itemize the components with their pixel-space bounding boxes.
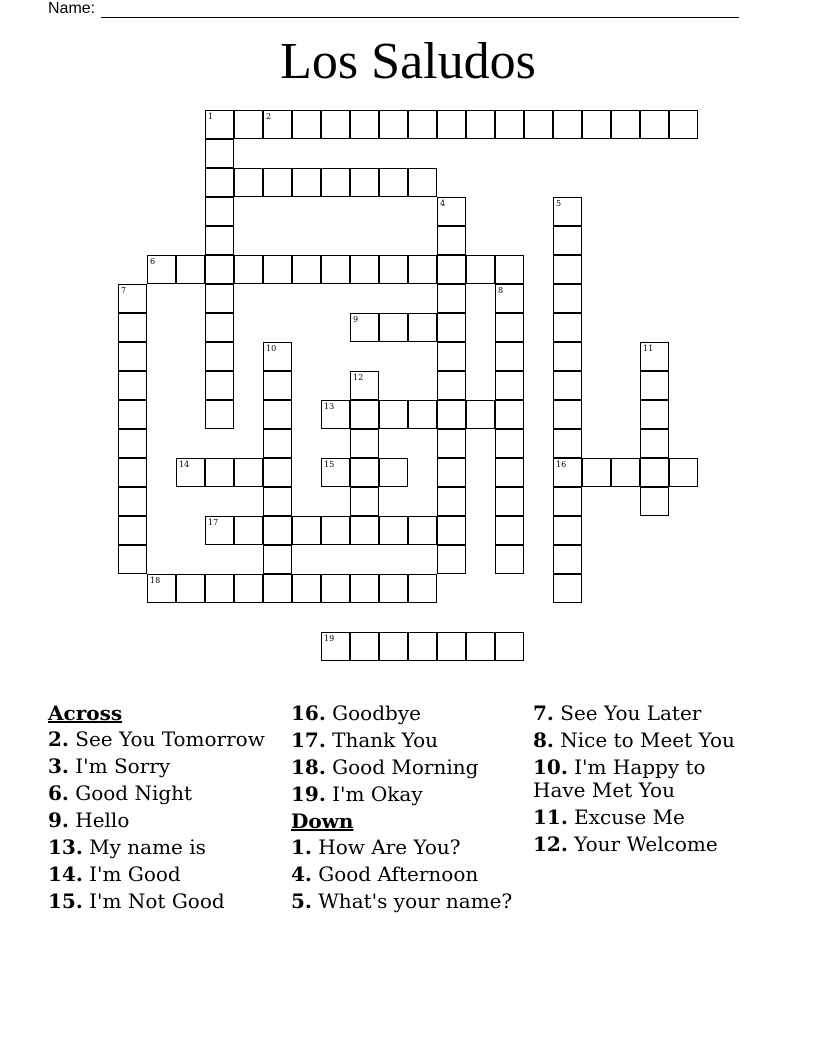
grid-cell[interactable] — [234, 516, 263, 545]
clue-number: 10 — [266, 344, 277, 353]
grid-cell[interactable] — [640, 371, 669, 400]
clue-item-number: 9. — [48, 808, 69, 832]
clue-number: 17 — [208, 518, 219, 527]
clue-item — [291, 863, 523, 886]
clue-item-text: Good Morning — [332, 755, 479, 779]
grid-cell[interactable] — [379, 110, 408, 139]
grid-cell[interactable] — [176, 255, 205, 284]
grid-cell[interactable] — [321, 400, 350, 429]
grid-cell[interactable] — [205, 516, 234, 545]
clue-item-text: I'm Sorry — [75, 754, 171, 778]
grid-cell[interactable] — [437, 429, 466, 458]
grid-cell[interactable] — [350, 313, 379, 342]
grid-cell[interactable] — [176, 574, 205, 603]
clue-item-text: Hello — [75, 808, 130, 832]
grid-cell[interactable] — [466, 110, 495, 139]
clue-item-text: My name is — [89, 835, 206, 859]
clues-column-2 — [291, 702, 523, 917]
grid-cell[interactable] — [205, 168, 234, 197]
grid-cell[interactable] — [350, 632, 379, 661]
grid-cell[interactable] — [437, 371, 466, 400]
clue-item-text: See You Tomorrow — [75, 727, 265, 751]
grid-cell[interactable] — [669, 458, 698, 487]
grid-cell[interactable] — [553, 545, 582, 574]
grid-cell[interactable] — [263, 574, 292, 603]
grid-cell[interactable] — [205, 371, 234, 400]
clue-item-number: 5. — [291, 889, 312, 913]
clue-item-number: 11. — [533, 805, 568, 829]
grid-cell[interactable] — [669, 110, 698, 139]
grid-cell[interactable] — [640, 429, 669, 458]
grid-cell[interactable] — [408, 110, 437, 139]
clue-item-text: Excuse Me — [574, 805, 685, 829]
grid-cell[interactable] — [379, 574, 408, 603]
clue-number: 15 — [324, 460, 335, 469]
clue-number: 13 — [324, 402, 335, 411]
grid-cell[interactable] — [234, 458, 263, 487]
grid-cell[interactable] — [205, 400, 234, 429]
clue-number: 16 — [556, 460, 567, 469]
clue-item-text: How Are You? — [318, 835, 461, 859]
grid-cell[interactable] — [495, 632, 524, 661]
grid-cell[interactable] — [495, 110, 524, 139]
grid-cell[interactable] — [495, 284, 524, 313]
clue-item-number: 17. — [291, 728, 326, 752]
grid-cell[interactable] — [437, 226, 466, 255]
clue-item-number: 1. — [291, 835, 312, 859]
grid-cell[interactable] — [118, 284, 147, 313]
clue-number: 12 — [353, 373, 364, 382]
grid-cell[interactable] — [495, 429, 524, 458]
clue-number: 2 — [266, 112, 272, 121]
grid-cell[interactable] — [611, 458, 640, 487]
down-header: Down — [291, 809, 354, 833]
grid-cell[interactable] — [205, 226, 234, 255]
clue-item-number: 10. — [533, 755, 568, 779]
grid-cell[interactable] — [553, 284, 582, 313]
clue-item — [291, 756, 523, 779]
clue-item-number: 16. — [291, 701, 326, 725]
grid-cell[interactable] — [495, 545, 524, 574]
grid-cell[interactable] — [205, 139, 234, 168]
clue-item-text: I'm Good — [89, 862, 181, 886]
clue-item-text: Good Afternoon — [318, 862, 479, 886]
grid-cell[interactable] — [553, 342, 582, 371]
grid-cell[interactable] — [495, 313, 524, 342]
clue-item-text: I'm Not Good — [89, 889, 225, 913]
grid-cell[interactable] — [205, 110, 234, 139]
clues-column-3 — [533, 702, 743, 860]
grid-cell[interactable] — [234, 168, 263, 197]
clue-item — [533, 833, 743, 856]
grid-cell[interactable] — [321, 110, 350, 139]
grid-cell[interactable] — [118, 545, 147, 574]
grid-cell[interactable] — [640, 342, 669, 371]
grid-cell[interactable] — [495, 371, 524, 400]
clue-number: 4 — [440, 199, 446, 208]
clue-item-text: What's your name? — [318, 889, 513, 913]
grid-cell[interactable] — [350, 574, 379, 603]
grid-cell[interactable] — [292, 574, 321, 603]
clue-number: 8 — [498, 286, 504, 295]
grid-cell[interactable] — [437, 516, 466, 545]
grid-cell[interactable] — [553, 371, 582, 400]
grid-cell[interactable] — [437, 545, 466, 574]
across-header: Across — [48, 701, 123, 725]
grid-cell[interactable] — [640, 110, 669, 139]
grid-cell[interactable] — [205, 342, 234, 371]
grid-cell[interactable] — [234, 574, 263, 603]
clue-number: 1 — [208, 112, 214, 121]
grid-cell[interactable] — [292, 110, 321, 139]
grid-cell[interactable] — [350, 458, 379, 487]
clue-item-number: 14. — [48, 862, 83, 886]
grid-cell[interactable] — [466, 400, 495, 429]
grid-cell[interactable] — [408, 632, 437, 661]
grid-cell[interactable] — [350, 516, 379, 545]
grid-cell[interactable] — [553, 110, 582, 139]
grid-cell[interactable] — [234, 110, 263, 139]
grid-cell[interactable] — [321, 168, 350, 197]
grid-cell[interactable] — [205, 284, 234, 313]
grid-cell[interactable] — [553, 516, 582, 545]
clue-item — [48, 782, 278, 805]
grid-cell[interactable] — [234, 255, 263, 284]
grid-cell[interactable] — [118, 516, 147, 545]
clue-item-number: 4. — [291, 862, 312, 886]
grid-cell[interactable] — [350, 255, 379, 284]
grid-cell[interactable] — [466, 255, 495, 284]
name-label: Name: — [48, 0, 96, 17]
clue-item — [48, 890, 278, 913]
grid-cell[interactable] — [379, 255, 408, 284]
grid-cell[interactable] — [437, 632, 466, 661]
grid-cell[interactable] — [118, 400, 147, 429]
grid-cell[interactable] — [379, 168, 408, 197]
clue-item-text: Nice to Meet You — [560, 728, 735, 752]
grid-cell[interactable] — [495, 487, 524, 516]
clue-item-number: 13. — [48, 835, 83, 859]
grid-cell[interactable] — [553, 429, 582, 458]
grid-cell[interactable] — [524, 110, 553, 139]
clue-item-number: 8. — [533, 728, 554, 752]
clue-number: 5 — [556, 199, 562, 208]
grid-cell[interactable] — [553, 400, 582, 429]
grid-cell[interactable] — [408, 168, 437, 197]
clue-number: 14 — [179, 460, 190, 469]
grid-cell[interactable] — [263, 110, 292, 139]
grid-cell[interactable] — [263, 545, 292, 574]
grid-cell[interactable] — [437, 313, 466, 342]
clue-item-number: 15. — [48, 889, 83, 913]
grid-cell[interactable] — [408, 313, 437, 342]
grid-cell[interactable] — [408, 400, 437, 429]
grid-cell[interactable] — [408, 574, 437, 603]
grid-cell[interactable] — [437, 110, 466, 139]
grid-cell[interactable] — [321, 516, 350, 545]
clue-item-number: 12. — [533, 832, 568, 856]
clue-item — [291, 702, 523, 725]
grid-cell[interactable] — [553, 574, 582, 603]
grid-cell[interactable] — [263, 168, 292, 197]
grid-cell[interactable] — [205, 574, 234, 603]
clue-item — [48, 863, 278, 886]
grid-cell[interactable] — [321, 574, 350, 603]
grid-cell[interactable] — [205, 255, 234, 284]
grid-cell[interactable] — [466, 632, 495, 661]
clue-item — [48, 836, 278, 859]
clue-item — [533, 729, 743, 752]
grid-cell[interactable] — [495, 255, 524, 284]
grid-cell[interactable] — [263, 516, 292, 545]
grid-cell[interactable] — [263, 342, 292, 371]
grid-cell[interactable] — [495, 400, 524, 429]
grid-cell[interactable] — [350, 168, 379, 197]
grid-cell[interactable] — [118, 487, 147, 516]
clue-item-number: 19. — [291, 782, 326, 806]
clue-number: 6 — [150, 257, 156, 266]
grid-cell[interactable] — [437, 284, 466, 313]
grid-cell[interactable] — [263, 487, 292, 516]
grid-cell[interactable] — [147, 255, 176, 284]
clue-item-number: 18. — [291, 755, 326, 779]
grid-cell[interactable] — [292, 516, 321, 545]
clue-item-number: 2. — [48, 727, 69, 751]
grid-cell[interactable] — [350, 110, 379, 139]
clue-number: 7 — [121, 286, 127, 295]
grid-cell[interactable] — [437, 487, 466, 516]
clue-item — [533, 702, 743, 725]
grid-cell[interactable] — [118, 313, 147, 342]
grid-cell[interactable] — [118, 458, 147, 487]
clue-item — [291, 890, 523, 913]
clue-item — [291, 729, 523, 752]
grid-cell[interactable] — [582, 458, 611, 487]
clue-item — [48, 728, 278, 751]
grid-cell[interactable] — [437, 197, 466, 226]
clue-item-number: 6. — [48, 781, 69, 805]
grid-cell[interactable] — [553, 487, 582, 516]
clue-item-text: I'm Happy to Have Met You — [533, 755, 706, 802]
grid-cell[interactable] — [582, 110, 611, 139]
grid-cell[interactable] — [350, 429, 379, 458]
grid-cell[interactable] — [147, 574, 176, 603]
page-title: Los Saludos — [280, 33, 536, 90]
clue-item — [533, 806, 743, 829]
grid-cell[interactable] — [118, 429, 147, 458]
grid-cell[interactable] — [350, 400, 379, 429]
grid-cell[interactable] — [205, 458, 234, 487]
clue-item — [48, 755, 278, 778]
grid-cell[interactable] — [640, 400, 669, 429]
grid-cell[interactable] — [611, 110, 640, 139]
clues-column-1 — [48, 702, 278, 917]
clue-item-number: 3. — [48, 754, 69, 778]
clue-item-text: I'm Okay — [332, 782, 423, 806]
grid-cell[interactable] — [379, 516, 408, 545]
grid-cell[interactable] — [118, 342, 147, 371]
grid-cell[interactable] — [263, 458, 292, 487]
grid-cell[interactable] — [292, 255, 321, 284]
clue-item-text: Thank You — [332, 728, 439, 752]
grid-cell[interactable] — [408, 516, 437, 545]
grid-cell[interactable] — [379, 458, 408, 487]
clue-item-text: Your Welcome — [574, 832, 718, 856]
grid-cell[interactable] — [553, 197, 582, 226]
grid-cell[interactable] — [321, 458, 350, 487]
clue-number: 19 — [324, 634, 335, 643]
grid-cell[interactable] — [321, 255, 350, 284]
grid-cell[interactable] — [263, 400, 292, 429]
grid-cell[interactable] — [263, 255, 292, 284]
grid-cell[interactable] — [408, 255, 437, 284]
grid-cell[interactable] — [495, 342, 524, 371]
grid-cell[interactable] — [640, 458, 669, 487]
grid-cell[interactable] — [437, 255, 466, 284]
grid-cell[interactable] — [321, 632, 350, 661]
clue-item-number: 7. — [533, 701, 554, 725]
grid-cell[interactable] — [495, 516, 524, 545]
clue-item — [291, 783, 523, 806]
grid-cell[interactable] — [350, 371, 379, 400]
grid-cell[interactable] — [553, 226, 582, 255]
grid-cell[interactable] — [118, 371, 147, 400]
clue-item-text: Goodbye — [332, 701, 421, 725]
clue-item — [533, 756, 743, 802]
grid-cell[interactable] — [292, 168, 321, 197]
grid-cell[interactable] — [640, 487, 669, 516]
grid-cell[interactable] — [495, 458, 524, 487]
clue-item-text: Good Night — [75, 781, 193, 805]
grid-cell[interactable] — [263, 371, 292, 400]
grid-cell[interactable] — [379, 400, 408, 429]
grid-cell[interactable] — [437, 342, 466, 371]
grid-cell[interactable] — [553, 458, 582, 487]
clue-number: 11 — [643, 344, 654, 353]
grid-cell[interactable] — [176, 458, 205, 487]
clue-item — [291, 836, 523, 859]
grid-cell[interactable] — [437, 400, 466, 429]
grid-cell[interactable] — [263, 429, 292, 458]
clue-item-text: See You Later — [560, 701, 702, 725]
grid-cell[interactable] — [379, 632, 408, 661]
clue-item — [48, 809, 278, 832]
grid-cell[interactable] — [350, 487, 379, 516]
grid-cell[interactable] — [205, 197, 234, 226]
clue-number: 18 — [150, 576, 161, 585]
clue-number: 9 — [353, 315, 359, 324]
grid-cell[interactable] — [379, 313, 408, 342]
grid-cell[interactable] — [437, 458, 466, 487]
grid-cell[interactable] — [553, 255, 582, 284]
grid-cell[interactable] — [205, 313, 234, 342]
grid-cell[interactable] — [553, 313, 582, 342]
